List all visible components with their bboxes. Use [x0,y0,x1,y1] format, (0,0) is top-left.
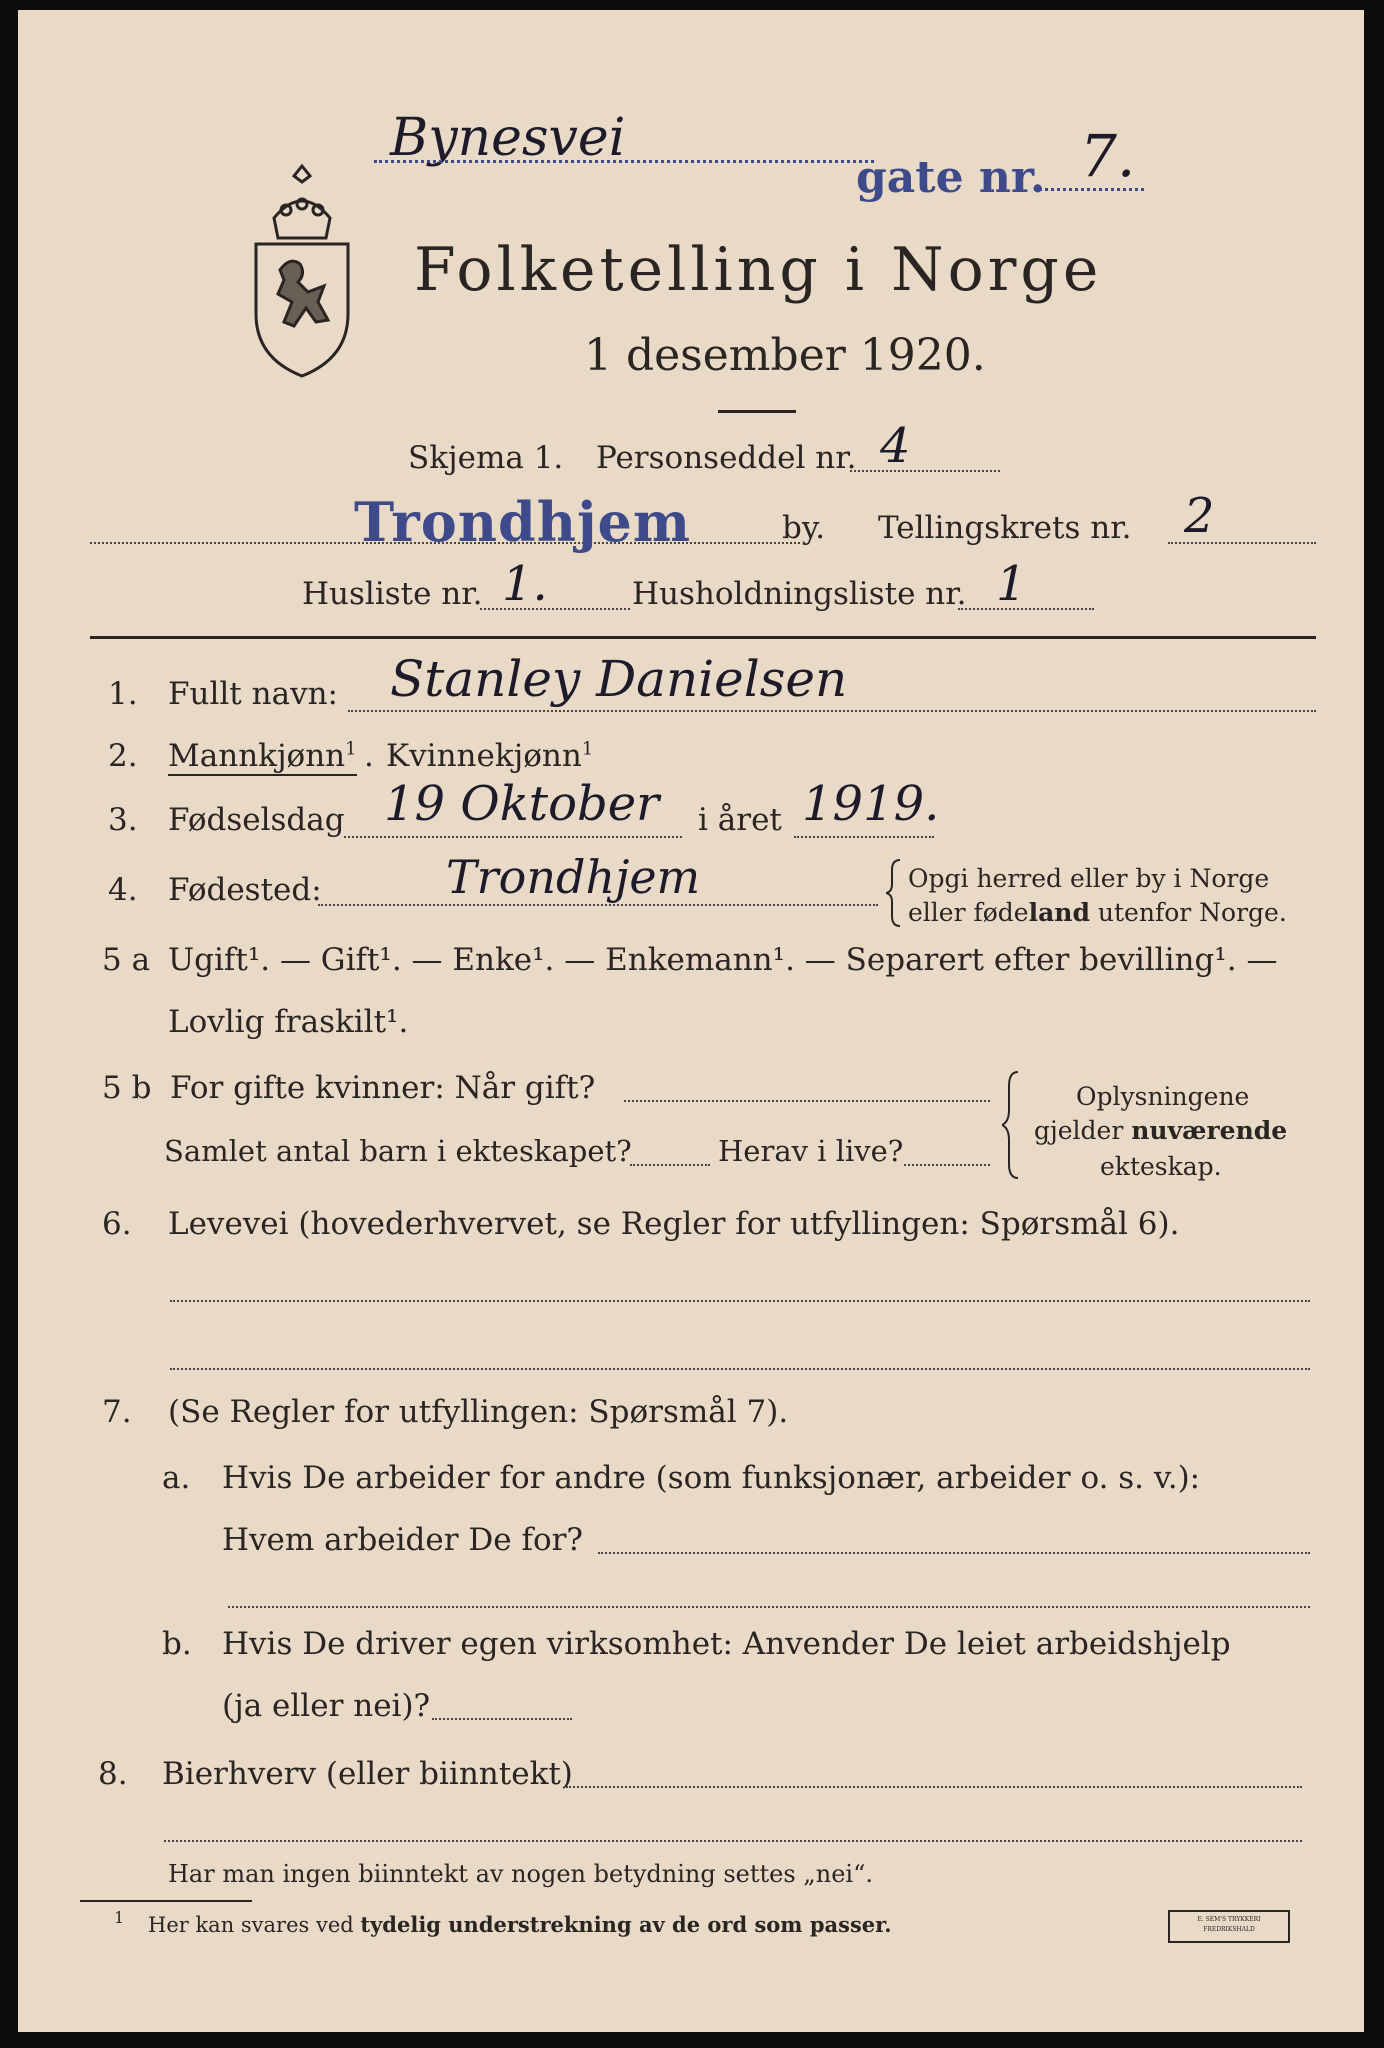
q5b-line1: For gifte kvinner: Når gift? [170,1070,596,1106]
personseddel-value: 4 [880,418,911,474]
q1-full-name-value: Stanley Danielsen [390,650,848,708]
street-name-handwritten: Bynesvei [390,108,626,168]
footnote-text: Her kan svares ved tydelig understrekning av de ord som passer. [148,1912,892,1937]
q5a-number: 5 a [102,942,151,978]
q5b-alive-label: Herav i live? [718,1134,904,1168]
q2-number: 2. [108,738,138,774]
q3-year-value: 1919. [802,776,940,832]
q5a-line2: Lovlig fraskilt¹. [168,1004,409,1040]
q8-line2 [164,1840,1302,1842]
q3-line [344,836,682,838]
husholdningsliste-value: 1 [996,556,1027,612]
street-name-line [374,160,874,163]
q3-year-label: i året [698,802,782,838]
q3-number: 3. [108,802,138,838]
q4-brace-icon [886,858,902,928]
footnote-mark: 1 [114,1908,125,1927]
q7a-line1: Hvis De arbeider for andre (som funksjonær, arbeider o. s. v.): [222,1460,1201,1496]
q4-note-line2: eller fødeland utenfor Norge. [908,898,1287,927]
q7a-line2: Hvem arbeider De for? [222,1522,584,1558]
q4-line [318,904,878,906]
gate-nr-line [1034,188,1144,191]
q5b-brace-icon [1002,1070,1020,1180]
q5b-children-line [630,1164,710,1166]
tellingskrets-value: 2 [1184,488,1215,544]
husliste-value: 1. [502,556,548,612]
q7a-extra-line [228,1606,1310,1608]
q8-line1 [566,1786,1302,1788]
q7b-line2: (ja eller nei)? [222,1688,431,1724]
tellingskrets-line [1168,542,1316,544]
q4-number: 4. [108,872,138,908]
q5b-children-label: Samlet antal barn i ekteskapet? [164,1134,632,1168]
q7b-number: b. [162,1626,192,1662]
q8-label: Bierhverv (eller biinntekt) [162,1756,573,1792]
husliste-label: Husliste nr. [302,576,483,612]
q1-number: 1. [108,676,138,712]
q6-line1 [170,1300,1310,1302]
q3-label: Fødselsdag [168,802,345,838]
q5b-note2: gjelder nuværende [1034,1116,1288,1145]
printer-mark [1168,1910,1290,1943]
norway-lion-coat-of-arms-icon [246,160,358,380]
q4-note-line1: Opgi herred eller by i Norge [908,864,1270,893]
by-label: by. [782,510,826,546]
q5b-number: 5 b [102,1070,152,1106]
q1-label: Fullt navn: [168,676,338,712]
q7a-number: a. [162,1460,191,1496]
q3-year-line [794,836,934,838]
footer-note: Har man ingen biinntekt av nogen betydning settes „nei“. [168,1860,873,1888]
q7a-employer-line [598,1552,1310,1554]
q7b-line1: Hvis De driver egen virksomhet: Anvender De leiet arbeidshjelp [222,1626,1231,1662]
q5a-line1: Ugift¹. — Gift¹. — Enke¹. — Enkemann¹. — Separert efter bevilling¹. — [168,942,1278,978]
census-form [18,10,1364,2032]
title-divider [718,410,796,413]
q5b-married-line [624,1100,990,1102]
header-separator [90,636,1316,639]
footnote-divider [80,1900,252,1902]
q1-line [348,710,1316,712]
husliste-line [480,608,630,610]
gate-nr-label: gate nr. [856,152,1046,203]
q7-number: 7. [102,1394,132,1430]
q5b-alive-line [904,1164,990,1166]
q8-number: 8. [98,1756,128,1792]
printer-line2: FREDRIKSHALD [1203,1926,1255,1933]
husholdningsliste-label: Husholdningsliste nr. [632,576,967,612]
personseddel-line [850,470,1000,472]
q4-birthplace-value: Trondhjem [446,850,701,904]
q5b-note1: Oplysningene [1076,1082,1250,1111]
q3-birthday-value: 19 Oktober [384,776,660,832]
form-title: Folketelling i Norge [414,235,1103,305]
q6-line2 [170,1368,1310,1370]
q6-label: Levevei (hovederhvervet, se Regler for utfyllingen: Spørsmål 6). [168,1206,1180,1242]
q6-number: 6. [102,1206,132,1242]
city-stamp: Trondhjem [354,490,692,554]
q2-kvinnekjonn-option: Kvinnekjønn$^1$ [386,738,594,774]
gate-nr-value: 7. [1080,122,1136,190]
skjema-label: Skjema 1. [408,440,564,476]
q5b-note3: ekteskap. [1100,1152,1222,1181]
husholdningsliste-line [958,608,1094,610]
census-date: 1 desember 1920. [584,330,986,381]
tellingskrets-label: Tellingskrets nr. [878,510,1132,546]
printer-line1: E. SEM'S TRYKKERI [1197,1916,1261,1923]
q2-separator: . [364,738,374,774]
personseddel-label: Personseddel nr. [596,440,857,476]
q7b-line [432,1718,572,1720]
q4-label: Fødested: [168,872,322,908]
q2-mannkjonn-option: Mannkjønn$^1$ [168,738,357,774]
q7-label: (Se Regler for utfyllingen: Spørsmål 7). [168,1394,789,1430]
